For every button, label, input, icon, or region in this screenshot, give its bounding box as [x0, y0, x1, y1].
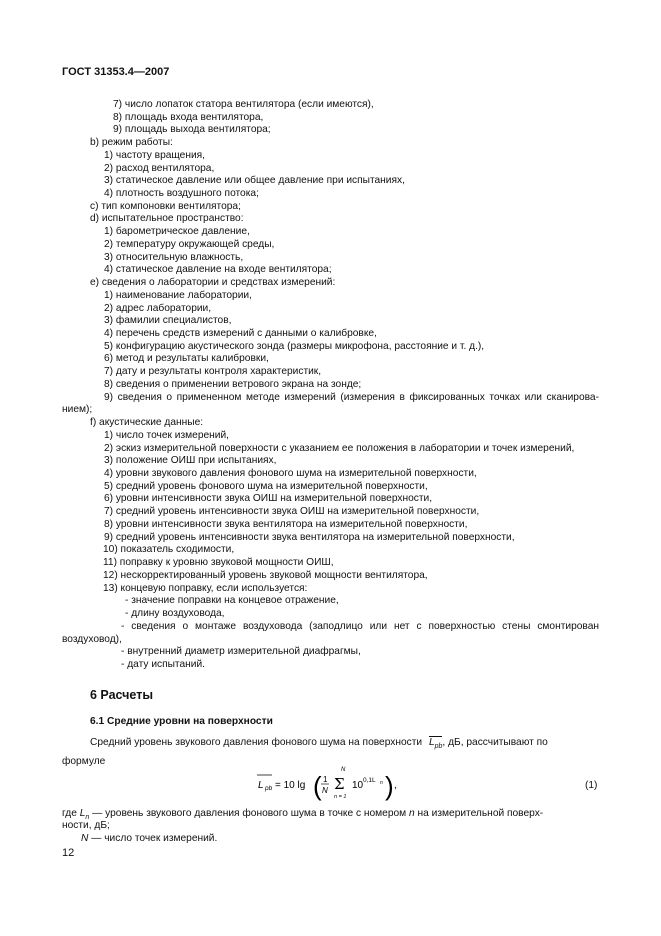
- formula-1: [255, 758, 555, 800]
- intro-text-b: , дБ, рассчитывают по: [442, 737, 548, 748]
- where-symbol-L: $L_n$: [79, 808, 90, 822]
- list-line: 9) средний уровень интенсивности звука вентилятора на измерительной поверхности,: [104, 532, 515, 543]
- list-line: - внутренний диаметр измерительной диафрагмы,: [121, 646, 361, 657]
- list-line: 8) сведения о применении ветрового экрана на зонде;: [104, 379, 362, 390]
- list-line: d) испытательное пространство:: [90, 213, 244, 224]
- list-line: 8) уровни интенсивности звука вентилятора на измерительной поверхности,: [104, 519, 468, 530]
- list-line: 4) перечень средств измерений с данными о калибровке,: [104, 328, 377, 339]
- formula-N: N: [322, 786, 328, 795]
- formula-exp: 0,1L: [363, 777, 376, 784]
- list-line: 4) уровни звукового давления фонового шума на измерительной поверхности,: [104, 468, 477, 479]
- where-symbol-n: n: [409, 808, 415, 819]
- list-line: 10) показатель сходимости,: [103, 544, 235, 555]
- formula-paren-right: ): [385, 771, 394, 801]
- list-line: 9) сведения о примененном методе измерений (измерения в фиксированных точках или сканирова-: [104, 392, 599, 403]
- list-line: c) тип компоновки вентилятора;: [90, 201, 241, 212]
- formula-number: (1): [585, 780, 598, 791]
- list-line: - дату испытаний.: [121, 659, 205, 670]
- list-line: 6) уровни интенсивности звука ОИШ на измерительной поверхности,: [104, 493, 433, 504]
- formula-paren-left: (: [313, 771, 322, 801]
- formula-sigma: Σ: [334, 775, 345, 793]
- document-header: ГОСТ 31353.4—2007: [62, 66, 170, 78]
- list-line: 11) поправку к уровню звуковой мощности ОИШ,: [103, 557, 334, 568]
- list-line: 13) концевую поправку, если используется:: [103, 583, 308, 594]
- intro-continued: формуле: [62, 756, 106, 767]
- list-line: 7) средний уровень интенсивности звука ОИШ на измерительной поверхности,: [104, 506, 480, 517]
- formula-equals: = 10 lg: [275, 780, 306, 791]
- list-line: f) акустические данные:: [90, 417, 204, 428]
- list-line: 2) расход вентилятора,: [104, 163, 215, 174]
- list-line: 1) частоту вращения,: [104, 150, 205, 161]
- where-line-1: где $L_n$ — уровень звукового давления фонового шума в точке с номером n на измерительной поверх-: [62, 808, 544, 822]
- intro-symbol: $L_{pb}$: [428, 737, 443, 751]
- list-line: 3) относительную влажность,: [104, 252, 244, 263]
- where-line-2: ности, дБ;: [62, 820, 110, 831]
- section-heading: 6 Расчеты: [90, 688, 154, 702]
- formula-one: 1: [323, 775, 328, 784]
- list-line: 2) температуру окружающей среды,: [104, 239, 275, 250]
- where-line-3: N — число точек измерений.: [81, 833, 218, 844]
- list-line: 5) конфигурацию акустического зонда (размеры микрофона, расстояние и т. д.),: [104, 341, 485, 352]
- list-line: - значение поправки на концевое отражение,: [125, 595, 339, 606]
- list-line: 9) площадь выхода вентилятора;: [113, 124, 271, 135]
- list-line: 12) нескорректированный уровень звуковой мощности вентилятора,: [103, 570, 428, 581]
- intro-paragraph: [90, 736, 548, 750]
- list-line: 7) дату и результаты контроля характеристик,: [104, 366, 322, 377]
- list-line: 3) положение ОИШ при испытаниях,: [104, 455, 277, 466]
- list-line: воздуховод),: [62, 634, 122, 645]
- page-number: 12: [62, 847, 75, 859]
- list-line: 3) фамилии специалистов,: [104, 315, 232, 326]
- formula-ten: 10: [352, 780, 364, 791]
- list-line: 4) плотность воздушного потока;: [104, 188, 259, 199]
- subsection-heading: 6.1 Средние уровни на поверхности: [90, 716, 273, 727]
- intro-text-a: Средний уровень звукового давления фонового шума на поверхности: [90, 737, 423, 748]
- list-line: - сведения о монтаже воздуховода (заподлицо или нет с поверхностью стены смонтирован: [121, 621, 599, 632]
- list-line: 1) наименование лаборатории,: [104, 290, 252, 301]
- list-line: - длину воздуховода,: [125, 608, 225, 619]
- where-symbol-N: N: [81, 833, 89, 844]
- list-line: 3) статическое давление или общее давление при испытаниях,: [104, 175, 405, 186]
- list-line: e) сведения о лаборатории и средствах измерений:: [90, 277, 336, 288]
- formula-lhs: L: [258, 780, 264, 791]
- list-line: 2) эскиз измерительной поверхности с указанием ее положения в лаборатории и точек измерений,: [104, 443, 575, 454]
- list-line: 8) площадь входа вентилятора,: [113, 112, 264, 123]
- list-line: 6) метод и результаты калибровки,: [104, 353, 269, 364]
- list-line: 2) адрес лаборатории,: [104, 303, 212, 314]
- list-line: 5) средний уровень фонового шума на измерительной поверхности,: [104, 481, 428, 492]
- list-line: 1) барометрическое давление,: [104, 226, 250, 237]
- formula-sum-top: N: [341, 767, 346, 773]
- list-line: 1) число точек измерений,: [104, 430, 229, 441]
- formula-graphic: [255, 758, 555, 800]
- list-line: b) режим работы:: [90, 137, 173, 148]
- formula-lhs-sub: pb: [265, 785, 273, 792]
- formula-comma: ,: [394, 780, 397, 791]
- list-line: 4) статическое давление на входе вентилятора;: [104, 264, 332, 275]
- formula-exp-sub: n: [380, 780, 383, 786]
- list-line: 7) число лопаток статора вентилятора (если имеются),: [113, 99, 374, 110]
- formula-sum-bot: n = 1: [334, 794, 347, 800]
- list-line: нием);: [62, 404, 93, 415]
